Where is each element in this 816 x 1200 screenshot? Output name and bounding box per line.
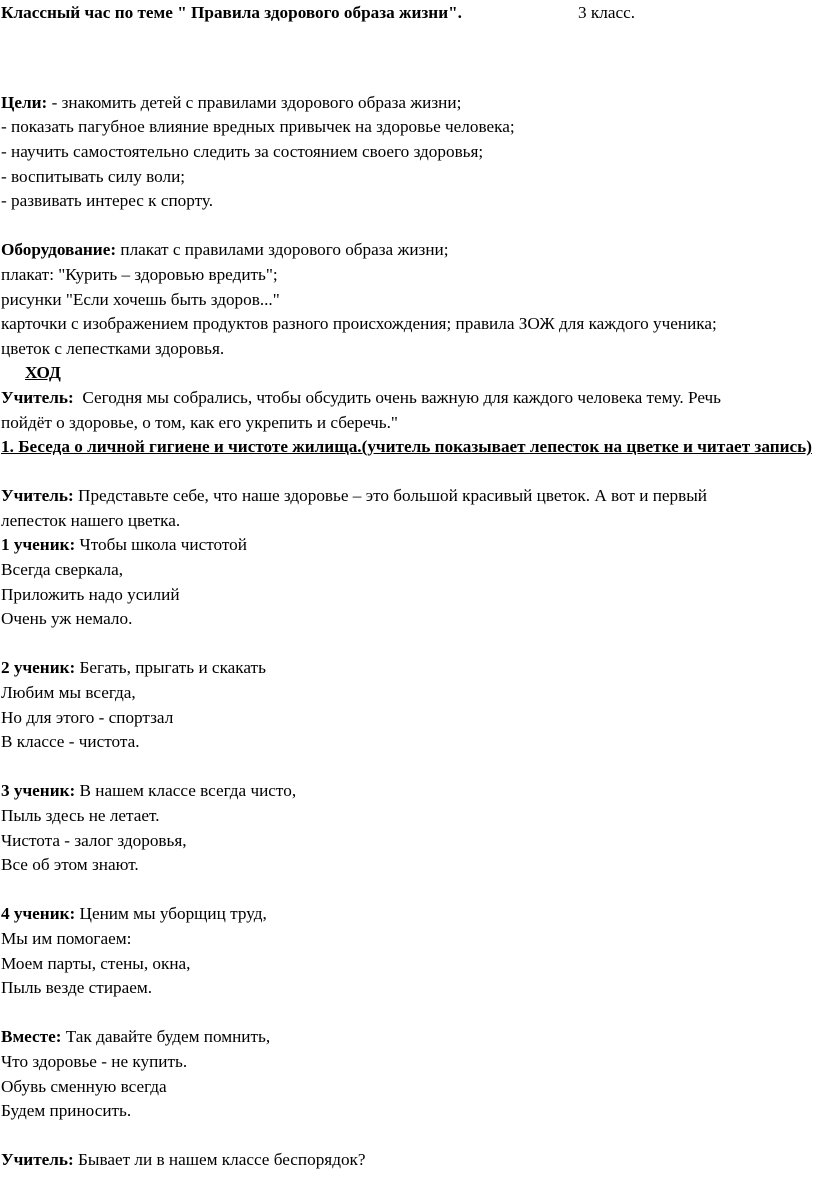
speaker-label: 3 ученик: <box>1 781 76 801</box>
teacher-line <box>1 484 816 509</box>
goal-item: - воспитывать силу воли; <box>1 166 186 186</box>
verse-text: Ценим мы уборщиц труд, <box>75 904 267 924</box>
verse-line: Любим мы всегда, <box>1 683 136 703</box>
goal-item: - развивать интерес к спорту. <box>1 191 214 211</box>
equipment-line <box>1 238 816 263</box>
goals-first: - знакомить детей с правилами здорового образа жизни; <box>47 92 462 112</box>
verse-text: Так давайте будем помнить, <box>61 1027 271 1047</box>
goal-item: - научить самостоятельно следить за состоянием своего здоровья; <box>1 141 484 161</box>
verse-line: Все об этом знают. <box>1 855 139 875</box>
speaker-label: Учитель: <box>1 1150 74 1170</box>
speaker-label: Учитель: <box>1 387 74 407</box>
equipment-first: плакат с правилами здорового образа жизни; <box>116 240 449 260</box>
speaker-label: Вместе: <box>1 1027 62 1047</box>
teacher-text: Представьте себе, что наше здоровье – это большой красивый цветок. А вот и первый <box>73 486 707 506</box>
speaker-label: Учитель: <box>1 486 74 506</box>
verse-line: Моем парты, стены, окна, <box>1 953 191 973</box>
speaker-label: 4 ученик: <box>1 904 76 924</box>
speaker-label: 1 ученик: <box>1 535 76 555</box>
verse-line: Но для этого - спортзал <box>1 707 174 727</box>
equipment-item: карточки с изображением продуктов разного происхождения; правила ЗОЖ для каждого ученика; <box>1 314 717 334</box>
teacher-line <box>1 1148 816 1173</box>
verse-line: Очень уж немало. <box>1 609 133 629</box>
verse-line: Всегда сверкала, <box>1 560 124 580</box>
verse-text: Чтобы школа чистотой <box>75 535 247 555</box>
teacher-text: Бывает ли в нашем классе беспорядок? <box>73 1150 366 1170</box>
verse-line <box>1 779 816 804</box>
verse-text: В нашем классе всегда чисто, <box>75 781 297 801</box>
verse-line: В классе - чистота. <box>1 732 140 752</box>
goals-label: Цели: <box>1 92 48 112</box>
verse-line: Чистота - залог здоровья, <box>1 830 187 850</box>
verse-line: Будем приносить. <box>1 1101 132 1121</box>
verse-line <box>1 656 816 681</box>
teacher-line: лепесток нашего цветка. <box>1 510 181 530</box>
intro-line <box>1 386 816 411</box>
verse-line: Пыль здесь не летает. <box>1 806 160 825</box>
equipment-item: плакат: "Курить – здоровью вредить"; <box>1 264 278 284</box>
intro-text: Сегодня мы собрались, чтобы обсудить очень важную для каждого человека тему. Речь <box>73 387 722 407</box>
verse-line <box>1 533 816 558</box>
document-title: Классный час по теме " Правила здорового образа жизни". <box>1 3 462 22</box>
equipment-item: рисунки "Если хочешь быть здоров..." <box>1 289 280 309</box>
equipment-item: цветок с лепестками здоровья. <box>1 338 225 358</box>
goal-item: - показать пагубное влияние вредных привычек на здоровье человека; <box>1 117 515 137</box>
verse-line: Что здоровье - не купить. <box>1 1051 188 1071</box>
speaker-label: 2 ученик: <box>1 658 76 678</box>
document-page <box>1 1 816 1173</box>
section-heading-hod: ХОД <box>25 363 61 383</box>
title-row <box>1 1 816 26</box>
verse-line: Пыль везде стираем. <box>1 978 153 998</box>
verse-line: Приложить надо усилий <box>1 584 180 604</box>
verse-line <box>1 902 816 927</box>
verse-line <box>1 1025 816 1050</box>
grade-label: 3 класс. <box>578 3 636 22</box>
section-heading-1: 1. Беседа о личной гигиене и чистоте жилища.(учитель показывает лепесток на цветке и читает запись) <box>1 437 812 457</box>
goals-line <box>1 91 816 116</box>
verse-line: Мы им помогаем: <box>1 928 132 948</box>
intro-line: пойдёт о здоровье, о том, как его укрепить и сберечь." <box>1 412 398 432</box>
equipment-label: Оборудование: <box>1 240 117 260</box>
verse-line: Обувь сменную всегда <box>1 1076 167 1096</box>
verse-text: Бегать, прыгать и скакать <box>75 658 266 678</box>
